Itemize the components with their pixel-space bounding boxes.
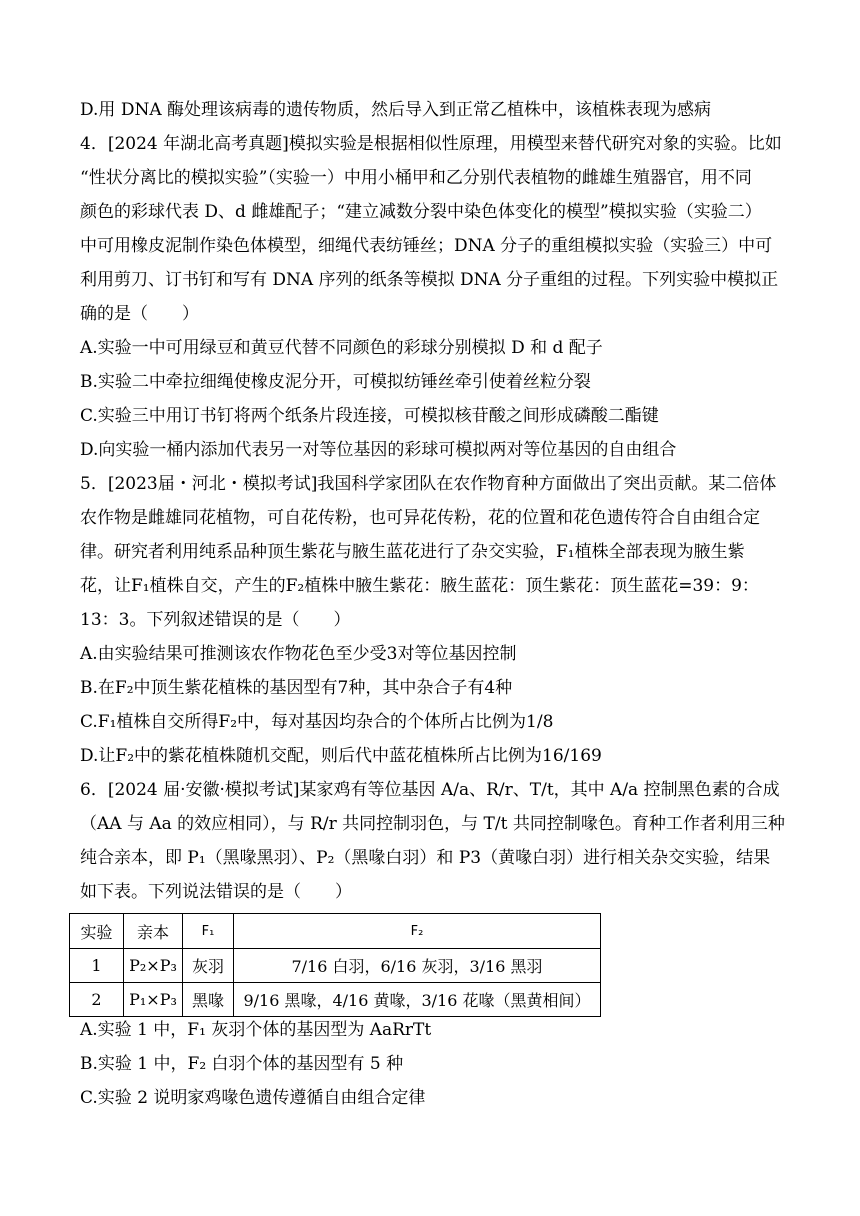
text-line: 律。研究者利用纯系品种顶生紫花与腋生蓝花进行了杂交实验，F₁植株全部表现为腋生紫 — [80, 542, 745, 562]
option-a: A.实验 1 中，F₁ 灰羽个体的基因型为 AaRrTt — [80, 1020, 432, 1040]
option-d: D.向实验一桶内添加代表另一对等位基因的彩球可模拟两对等位基因的自由组合 — [80, 440, 677, 460]
text-line: 花，让F₁植株自交，产生的F₂植株中腋生紫花：腋生蓝花：顶生紫花：顶生蓝花=39：9： — [80, 576, 759, 596]
option-d: D.让F₂中的紫花植株随机交配，则后代中蓝花植株所占比例为16/169 — [80, 746, 602, 766]
table-cell: 1 — [70, 949, 124, 983]
table-header-cell: 实验 — [70, 914, 124, 949]
option-b: B.实验二中牵拉细绳使橡皮泥分开，可模拟纺锤丝牵引使着丝粒分裂 — [80, 372, 591, 392]
text-line: （AA 与 Aa 的效应相同），与 R/r 共同控制羽色，与 T/t 共同控制喙色。育种工作者利用三种 — [80, 814, 785, 834]
table-cell: P₂×P₃ — [124, 949, 183, 983]
option-a: A.实验一中可用绿豆和黄豆代替不同颜色的彩球分别模拟 D 和 d 配子 — [80, 338, 603, 358]
option-c: C.F₁植株自交所得F₂中，每对基因均杂合的个体所占比例为1/8 — [80, 712, 554, 732]
text-line: 颜色的彩球代表 D、d 雌雄配子；“建立减数分裂中染色体变化的模型”模拟实验（实验二） — [80, 202, 762, 222]
option-a: A.由实验结果可推测该农作物花色至少受3对等位基因控制 — [80, 644, 517, 664]
experiment-table — [69, 913, 601, 1017]
question-6-title: 6．[2024 届·安徽·模拟考试]某家鸡有等位基因 A/a、R/r、T/t，其中 A/a 控制黑色素的合成 — [80, 780, 780, 800]
table-header-cell: F₁ — [183, 914, 234, 949]
table-header-cell: F₂ — [234, 914, 601, 949]
option-b: B.在F₂中顶生紫花植株的基因型有7种，其中杂合子有4种 — [80, 678, 513, 698]
question-4-title: 4．[2024 年湖北高考真题]模拟实验是根据相似性原理，用模型来替代研究对象的实验。比如 — [80, 134, 782, 154]
table-cell: 2 — [70, 983, 124, 1017]
text-line: 13：3。下列叙述错误的是（ ） — [80, 610, 351, 630]
question-5-title: 5．[2023届・河北・模拟考试]我国科学家团队在农作物育种方面做出了突出贡献。某二倍体 — [80, 474, 777, 494]
text-line: “性状分离比的模拟实验”（实验一）中用小桶甲和乙分别代表植物的雌雄生殖器官，用不同 — [80, 168, 752, 188]
option-c: C.实验三中用订书钉将两个纸条片段连接，可模拟核苷酸之间形成磷酸二酯键 — [80, 406, 659, 426]
option-b: B.实验 1 中，F₂ 白羽个体的基因型有 5 种 — [80, 1054, 404, 1074]
table-cell: 9/16 黑喙，4/16 黄喙，3/16 花喙（黑黄相间） — [234, 983, 601, 1017]
text-line: 纯合亲本，即 P₁（黑喙黑羽）、P₂（黑喙白羽）和 P3（黄喙白羽）进行相关杂交实验，结果 — [80, 848, 771, 868]
text-line: 中可用橡皮泥制作染色体模型，细绳代表纺锤丝；DNA 分子的重组模拟实验（实验三）中可 — [80, 236, 773, 256]
table-cell: 灰羽 — [183, 949, 234, 983]
text-line: 农作物是雌雄同花植物，可自花传粉，也可异花传粉，花的位置和花色遗传符合自由组合定 — [80, 508, 760, 528]
text-line: 利用剪刀、订书钉和写有 DNA 序列的纸条等模拟 DNA 分子重组的过程。下列实验中模拟正 — [80, 270, 779, 290]
table-header-cell: 亲本 — [124, 914, 183, 949]
text-line: 如下表。下列说法错误的是（ ） — [80, 882, 352, 902]
text-line: 确的是（ ） — [80, 304, 199, 324]
table-cell: 黑喙 — [183, 983, 234, 1017]
option-c: C.实验 2 说明家鸡喙色遗传遵循自由组合定律 — [80, 1088, 426, 1108]
table-row — [70, 983, 601, 1017]
text-line: D.用 DNA 酶处理该病毒的遗传物质，然后导入到正常乙植株中，该植株表现为感病 — [80, 100, 712, 120]
table-header-row — [70, 914, 601, 949]
table-cell: P₁×P₃ — [124, 983, 183, 1017]
table-cell: 7/16 白羽，6/16 灰羽，3/16 黑羽 — [234, 949, 601, 983]
table-row — [70, 949, 601, 983]
